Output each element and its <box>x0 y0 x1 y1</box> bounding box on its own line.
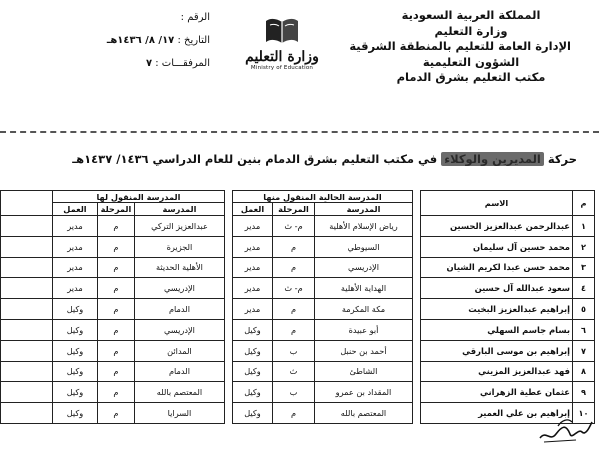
spacer-cell <box>413 319 421 340</box>
current-school-cell: الهداية الأهلية <box>315 278 413 299</box>
title-suffix: في مكتب التعليم بشرق الدمام بنين للعام الدراسي ١٤٣٦/ ١٤٣٧هـ <box>72 152 438 166</box>
current-job-cell: وكيل <box>232 382 272 403</box>
table-row <box>1 340 595 361</box>
spacer-cell <box>413 361 421 382</box>
target-school-cell: الإدريسي <box>134 319 224 340</box>
current-stage-cell: ب <box>273 340 315 361</box>
column-header-job: العمل <box>52 203 97 216</box>
empty-cell <box>1 299 53 320</box>
date-row <box>106 29 210 52</box>
attachments-row <box>115 52 210 75</box>
target-stage-cell: م <box>97 216 134 237</box>
table-row <box>1 216 595 237</box>
date-value: ١٧/ ٨/ ١٤٣٦هـ <box>106 35 175 46</box>
reference-label: الرقم : <box>180 12 210 23</box>
target-stage-cell: م <box>97 340 134 361</box>
row-number-cell: ٨ <box>573 361 595 382</box>
current-job-cell: وكيل <box>232 403 272 424</box>
book-logo-icon <box>264 16 300 48</box>
empty-cell <box>1 403 53 424</box>
group-header-current-school: المدرسة الحالية المنقول منها <box>232 191 412 203</box>
target-school-cell: السرايا <box>134 403 224 424</box>
letterhead-line: المملكة العربية السعودية <box>401 8 541 22</box>
employee-name-cell: إبراهيم عبدالعزيز البخيت <box>421 299 573 320</box>
table-row <box>1 319 595 340</box>
target-school-cell: الدمام <box>134 299 224 320</box>
column-header-school: المدرسة <box>315 203 413 216</box>
row-number-cell: ٢ <box>573 236 595 257</box>
current-school-cell: الشاطئ <box>315 361 413 382</box>
letterhead-line: الإدارة العامة للتعليم بالمنطقة الشرقية <box>349 39 571 53</box>
current-stage-cell: ث <box>273 361 315 382</box>
row-number-cell: ٤ <box>573 278 595 299</box>
row-number-cell: ٦ <box>573 319 595 340</box>
letterhead-line: الشؤون التعليمية <box>422 54 520 69</box>
empty-cell <box>1 382 53 403</box>
row-number-cell: ٣ <box>573 257 595 278</box>
column-header-number: م <box>573 191 595 216</box>
title-prefix: حركة <box>547 152 577 166</box>
spacer-cell <box>224 236 232 257</box>
current-school-cell: المعتصم بالله <box>315 403 413 424</box>
target-school-cell: المعتصم بالله <box>134 382 224 403</box>
column-header-stage: المرحلة <box>97 203 134 216</box>
spacer-cell <box>413 216 421 237</box>
column-header-stage: المرحلة <box>273 203 315 216</box>
table-row <box>1 236 595 257</box>
target-stage-cell: م <box>97 319 134 340</box>
target-school-cell: الدمام <box>134 361 224 382</box>
target-stage-cell: م <box>97 257 134 278</box>
target-job-cell: مدير <box>52 278 97 299</box>
current-job-cell: وكيل <box>232 361 272 382</box>
row-number-cell: ٧ <box>573 340 595 361</box>
spacer-cell <box>413 236 421 257</box>
spacer-cell <box>224 382 232 403</box>
reference-block <box>106 6 210 75</box>
current-stage-cell: م- ث <box>273 216 315 237</box>
target-stage-cell: م <box>97 299 134 320</box>
current-school-cell: أبو عبيدة <box>315 319 413 340</box>
row-number-cell: ٥ <box>573 299 595 320</box>
spacer-cell <box>224 340 232 361</box>
table-row <box>1 278 595 299</box>
table-row <box>1 299 595 320</box>
target-stage-cell: م <box>97 403 134 424</box>
empty-cell <box>1 257 53 278</box>
current-stage-cell: ب <box>273 382 315 403</box>
employee-name-cell: إبراهيم بن علي العمير <box>421 403 573 424</box>
current-job-cell: مدير <box>232 257 272 278</box>
table-row <box>1 382 595 403</box>
logo-text-english: Ministry of Education <box>250 65 314 71</box>
table-row <box>1 257 595 278</box>
current-job-cell: مدير <box>232 236 272 257</box>
spacer-cell <box>413 382 421 403</box>
employee-name-cell: سعود عبدالله آل حسين <box>421 278 573 299</box>
current-school-cell: المقداد بن عمرو <box>315 382 413 403</box>
spacer-cell <box>413 257 421 278</box>
current-job-cell: مدير <box>232 216 272 237</box>
empty-cell <box>1 278 53 299</box>
current-job-cell: مدير <box>232 299 272 320</box>
current-school-cell: الإدريسي <box>315 257 413 278</box>
employee-name-cell: محمد حسن عبدا لكريم الشيان <box>421 257 573 278</box>
target-job-cell: مدير <box>52 257 97 278</box>
spacer-cell <box>224 361 232 382</box>
employee-name-cell: محمد حسين آل سليمان <box>421 236 573 257</box>
current-school-cell: السيوطي <box>315 236 413 257</box>
target-stage-cell: م <box>97 236 134 257</box>
row-number-cell: ٩ <box>573 382 595 403</box>
table-row <box>1 361 595 382</box>
target-school-cell: المدائن <box>134 340 224 361</box>
employee-name-cell: إبراهيم بن موسى البارقي <box>421 340 573 361</box>
current-stage-cell: م <box>273 403 315 424</box>
ministry-logo <box>232 16 332 98</box>
handwritten-signature <box>536 412 594 446</box>
current-stage-cell: م <box>273 319 315 340</box>
document-title <box>17 152 577 166</box>
target-school-cell: الإدريسي <box>134 278 224 299</box>
target-school-cell: الأهلية الحديثة <box>134 257 224 278</box>
empty-cell <box>1 340 53 361</box>
current-job-cell: وكيل <box>232 319 272 340</box>
target-job-cell: وكيل <box>52 403 97 424</box>
logo-text-arabic: وزارة التعليم <box>245 49 319 65</box>
target-job-cell: وكيل <box>52 299 97 320</box>
empty-cell <box>1 319 53 340</box>
target-school-cell: عبدالعزيز التركي <box>134 216 224 237</box>
empty-cell <box>1 361 53 382</box>
current-job-cell: مدير <box>232 278 272 299</box>
table-row <box>1 403 595 424</box>
spacer-cell <box>224 403 232 424</box>
current-school-cell: مكة المكرمة <box>315 299 413 320</box>
current-school-cell: رياض الإسلام الأهلية <box>315 216 413 237</box>
employee-name-cell: فهد عبدالعزيز المزيني <box>421 361 573 382</box>
spacer-column <box>224 191 232 216</box>
date-label: التاريخ : <box>177 35 210 46</box>
spacer-column <box>413 191 421 216</box>
current-stage-cell: م- ث <box>273 278 315 299</box>
spacer-cell <box>224 319 232 340</box>
letterhead-line: مكتب التعليم بشرق الدمام <box>396 70 546 84</box>
row-number-cell: ١ <box>573 216 595 237</box>
current-stage-cell: م <box>273 236 315 257</box>
target-job-cell: وكيل <box>52 382 97 403</box>
target-school-cell: الجزيرة <box>134 236 224 257</box>
target-stage-cell: م <box>97 278 134 299</box>
employee-name-cell: عثمان عطية الزهراني <box>421 382 573 403</box>
empty-cell <box>1 236 53 257</box>
spacer-cell <box>413 299 421 320</box>
attachments-label: المرفقـــات : <box>155 58 210 69</box>
spacer-cell <box>413 340 421 361</box>
column-header-job: العمل <box>232 203 272 216</box>
reference-number-row <box>115 6 210 29</box>
spacer-cell <box>224 216 232 237</box>
column-header-school: المدرسة <box>134 203 224 216</box>
current-school-cell: أحمد بن حنبل <box>315 340 413 361</box>
target-job-cell: مدير <box>52 216 97 237</box>
employee-name-cell: عبدالرحمن عبدالعزيز الحسين <box>421 216 573 237</box>
target-job-cell: وكيل <box>52 361 97 382</box>
employee-name-cell: بسام جاسم السهلي <box>421 319 573 340</box>
current-stage-cell: م <box>273 257 315 278</box>
column-header-name: الاسم <box>421 191 573 216</box>
target-job-cell: وكيل <box>52 319 97 340</box>
spacer-cell <box>224 257 232 278</box>
target-job-cell: مدير <box>52 236 97 257</box>
target-job-cell: وكيل <box>52 340 97 361</box>
empty-cell <box>1 216 53 237</box>
spacer-cell <box>224 299 232 320</box>
row-number-cell: ١٠ <box>573 403 595 424</box>
title-highlight: المديرين والوكلاء <box>441 152 544 166</box>
attachments-value: ٧ <box>145 58 153 69</box>
spacer-cell <box>224 278 232 299</box>
spacer-cell <box>413 403 421 424</box>
target-stage-cell: م <box>97 382 134 403</box>
current-job-cell: وكيل <box>232 340 272 361</box>
spacer-cell <box>413 278 421 299</box>
target-stage-cell: م <box>97 361 134 382</box>
group-header-target-school: المدرسة المنقول لها <box>52 191 224 203</box>
header-divider <box>0 131 599 133</box>
letterhead-line: وزارة التعليم <box>434 23 508 38</box>
empty-left-column <box>1 191 53 216</box>
current-stage-cell: م <box>273 299 315 320</box>
letterhead <box>349 8 571 86</box>
transfers-table <box>0 190 595 424</box>
